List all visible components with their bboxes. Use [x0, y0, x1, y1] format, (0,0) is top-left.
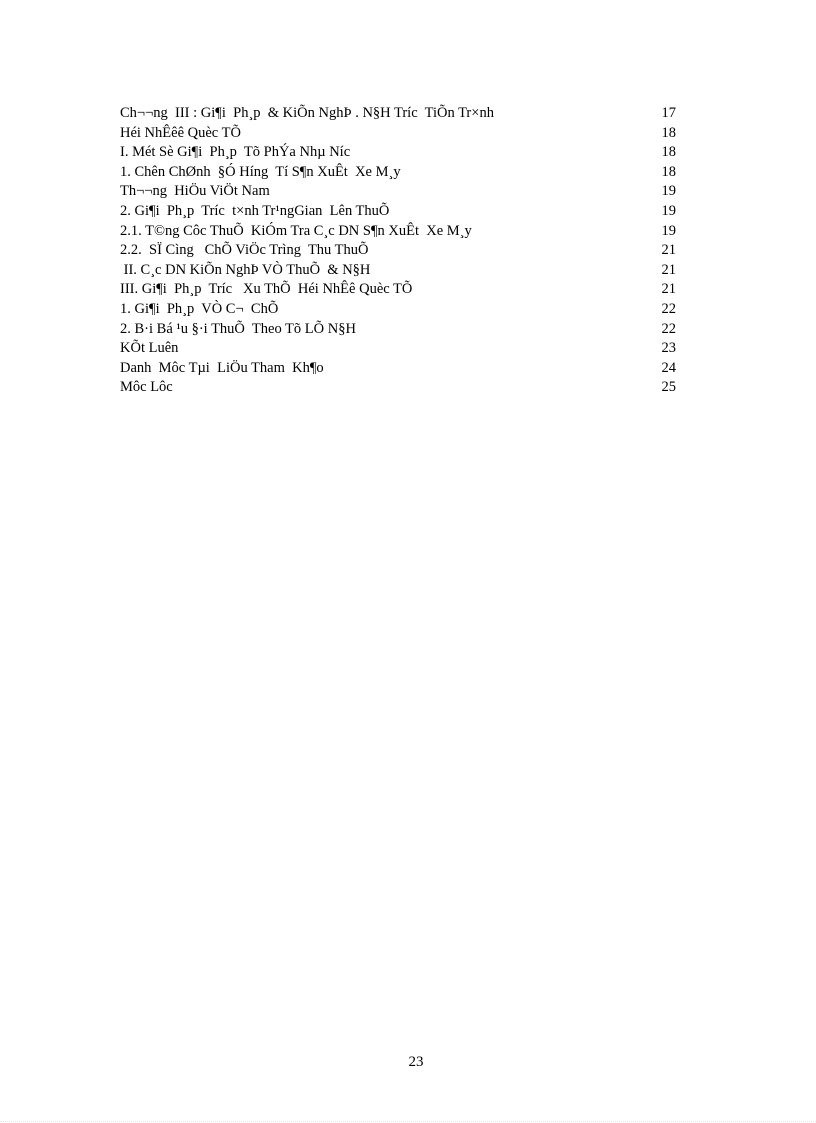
toc-entry-title: 1. Gi¶i Ph¸p VÒ C¬ ChÕ — [120, 300, 279, 317]
toc-entry-page: 19 — [661, 183, 676, 200]
toc-entry-title: Th¬¬ng HiÖu ViÖt Nam — [120, 183, 270, 200]
table-of-contents — [120, 104, 676, 398]
toc-entry — [120, 320, 676, 340]
toc-entry-page: 21 — [661, 242, 676, 259]
toc-entry-title: I. Mét Sè Gi¶i Ph¸p Tõ PhÝa Nhµ Níc — [120, 144, 351, 161]
toc-entry-title: Héi NhÊêê Quèc TÕ — [120, 124, 241, 141]
toc-entry — [120, 202, 676, 222]
toc-entry-title: III. Gi¶i Ph¸p Tríc Xu ThÕ Héi NhÊê Quèc TÕ — [120, 281, 413, 298]
toc-entry — [120, 163, 676, 183]
toc-entry — [120, 143, 676, 163]
page-bottom-rule — [0, 1121, 816, 1122]
toc-entry — [120, 241, 676, 261]
toc-entry — [120, 182, 676, 202]
toc-entry-title: 2. B·i Bá ¹u §·i ThuÕ Theo Tõ LÕ N§H — [120, 320, 356, 337]
toc-entry-title: 2.1. T©ng Côc ThuÕ KiÓm Tra C¸c DN S¶n XuÊt Xe M¸y — [120, 222, 472, 239]
toc-entry-title: Danh Môc Tµi LiÖu Tham Kh¶o — [120, 359, 324, 376]
toc-entry-page: 18 — [661, 144, 676, 161]
toc-entry-page: 18 — [661, 124, 676, 141]
toc-entry — [120, 339, 676, 359]
toc-entry — [120, 124, 676, 144]
toc-entry-page: 21 — [661, 261, 676, 278]
toc-entry — [120, 300, 676, 320]
toc-entry-title: Môc Lôc — [120, 379, 173, 396]
toc-entry-title: KÕt Luên — [120, 340, 179, 357]
toc-entry-title: II. C¸c DN KiÕn NghÞ VÒ ThuÕ & N§H — [120, 261, 371, 278]
toc-entry — [120, 359, 676, 379]
toc-entry — [120, 280, 676, 300]
toc-entry — [120, 104, 676, 124]
toc-entry-page: 22 — [661, 300, 676, 317]
toc-entry-title: Ch¬¬ng III : Gi¶i Ph¸p & KiÕn NghÞ . N§H Tríc TiÕn Tr×nh — [120, 105, 494, 121]
toc-entry — [120, 222, 676, 242]
toc-entry-page: 24 — [661, 359, 676, 376]
toc-entry-page: 18 — [661, 163, 676, 180]
toc-entry-page: 17 — [661, 105, 676, 121]
toc-entry-page: 23 — [661, 340, 676, 357]
page-number: 23 — [408, 1054, 424, 1070]
toc-entry-page: 25 — [661, 379, 676, 396]
toc-entry-title: 2. Gi¶i Ph¸p Tríc t×nh Tr¹ngGian Lên ThuÕ — [120, 202, 390, 219]
toc-entry-page: 22 — [661, 320, 676, 337]
toc-entry — [120, 378, 676, 398]
toc-entry-page: 19 — [661, 222, 676, 239]
toc-entry-page: 19 — [661, 202, 676, 219]
toc-entry — [120, 261, 676, 281]
toc-entry-page: 21 — [661, 281, 676, 298]
toc-entry-title: 1. Chên ChØnh §Ó Híng Tí S¶n XuÊt Xe M¸y — [120, 163, 401, 180]
toc-entry-title: 2.2. SÏ Cìng ChÕ ViÖc Trìng Thu ThuÕ — [120, 242, 369, 259]
